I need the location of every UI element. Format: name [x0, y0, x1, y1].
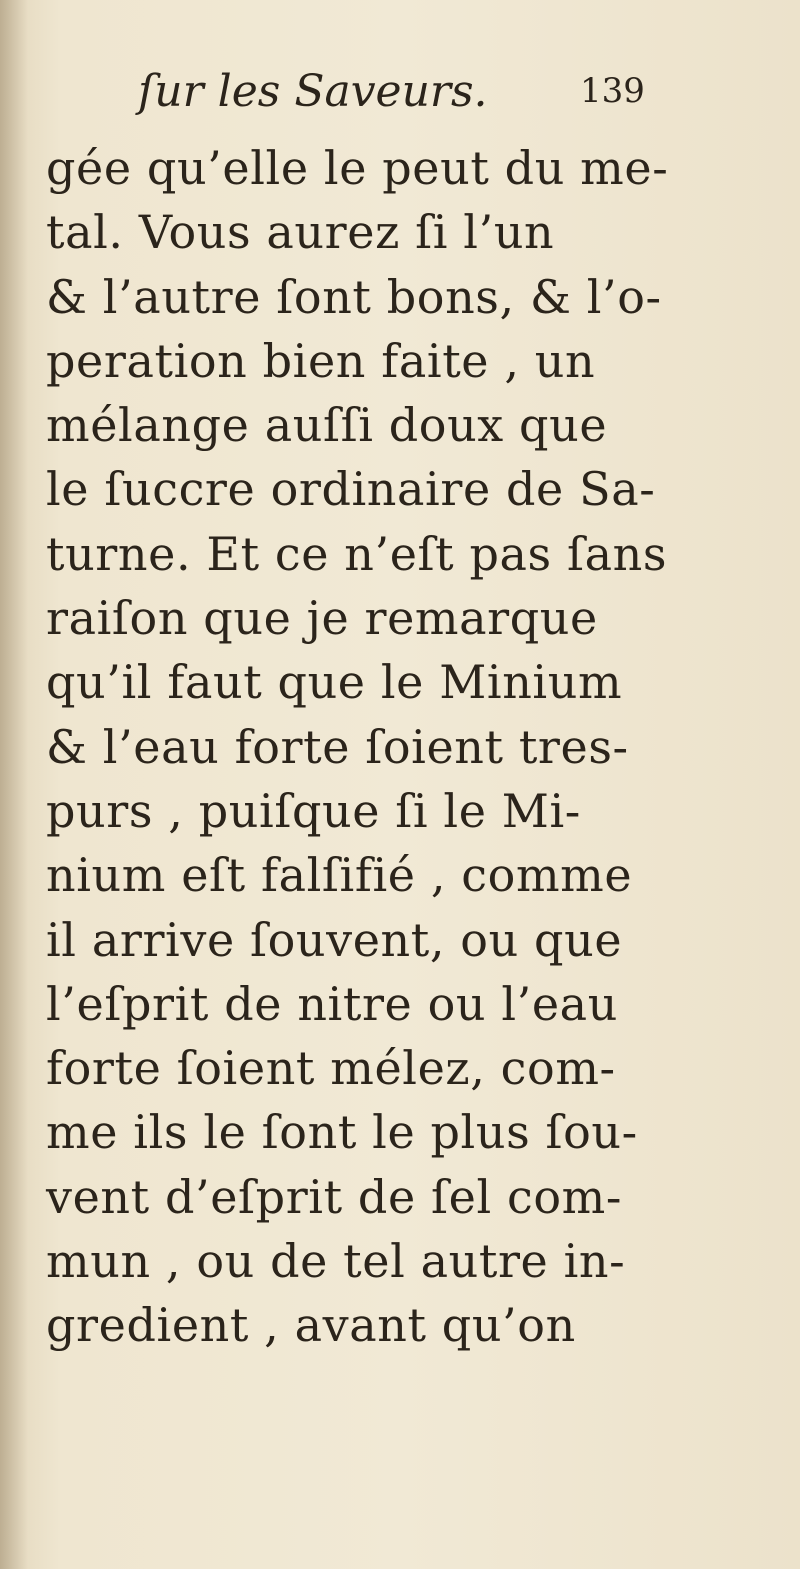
text-line: l’eſprit de nitre ou l’eau [46, 976, 618, 1031]
text-line: purs , puiſque ſi le Mi- [46, 783, 581, 838]
page-gutter-shadow [0, 0, 28, 1569]
text-line: & l’eau forte ſoient tres- [46, 719, 629, 774]
text-line: il arrive ſouvent, ou que [46, 912, 623, 967]
running-title: ſur les Saveurs. [138, 66, 488, 117]
text-line: nium eſt falſifié , comme [46, 848, 633, 903]
text-line: turne. Et ce n’eſt pas ſans [46, 526, 668, 581]
page-header [0, 62, 800, 142]
page-number: 139 [580, 71, 645, 111]
text-line: gée qu’elle le peut du me- [46, 141, 669, 195]
text-line: peration bien faite , un [46, 333, 596, 388]
text-line: forte ſoient mélez, com- [46, 1041, 616, 1096]
text-line: raiſon que je remarque [46, 591, 598, 646]
text-line: gredient , avant qu’on [46, 1298, 576, 1353]
body-text [46, 136, 766, 1358]
text-line: le ſuccre ordinaire de Sa- [46, 462, 656, 517]
text-line: mun , ou de tel autre in- [46, 1234, 626, 1289]
text-line: & l’autre ſont bons, & l’o- [46, 269, 662, 324]
text-line: tal. Vous aurez ſi l’un [46, 205, 555, 260]
text-line: vent d’eſprit de ſel com- [46, 1169, 623, 1224]
text-line: qu’il faut que le Minium [46, 655, 623, 710]
text-line: mélange auſſi doux que [46, 398, 608, 453]
text-line: me ils le ſont le plus ſou- [46, 1105, 638, 1160]
